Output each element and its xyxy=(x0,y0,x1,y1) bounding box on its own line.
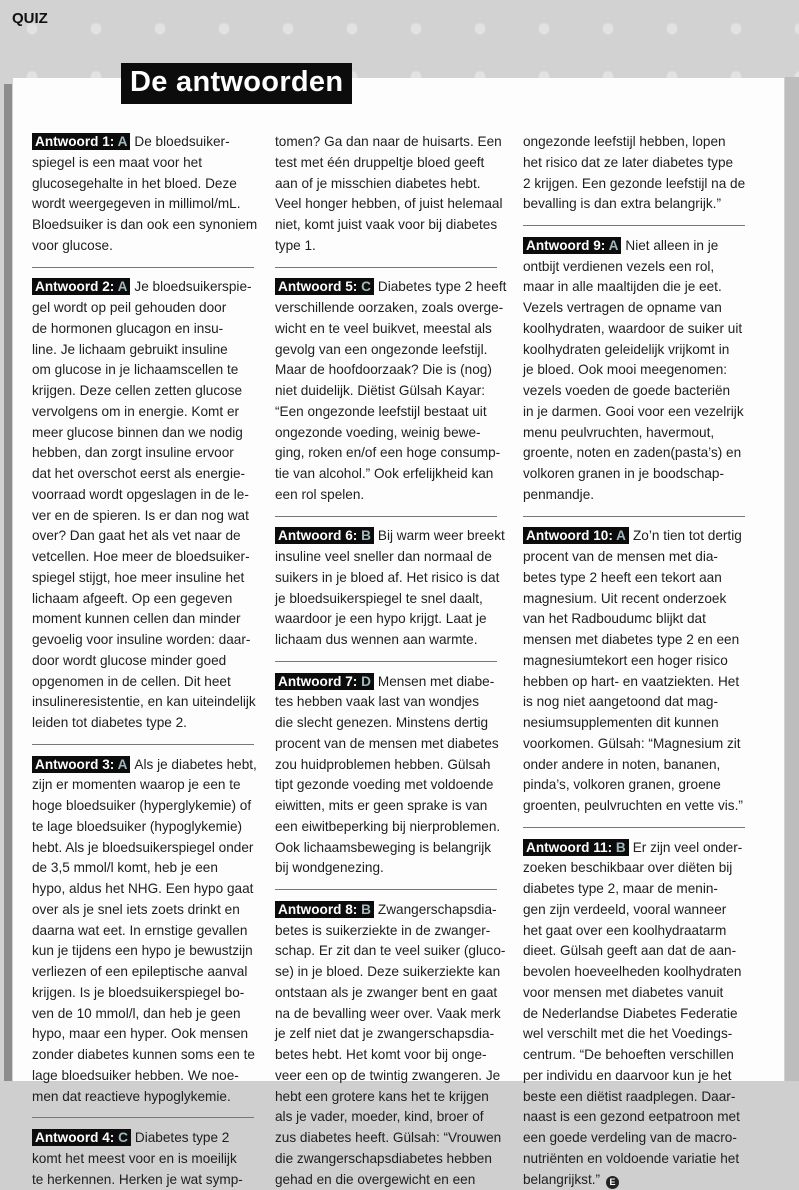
page-edge xyxy=(4,84,12,1081)
answer-text: Er zijn veel onder- zoeken beschikbaar over diëten bij diabetes type 2, maar de menin- gen zijn verdeeld, vooral wanneer het gaat over een koolhydraatarm dieet. Gülsah geeft aan dat de aan- bevolen hoeveelheden koolhydraten voor mensen met diabetes vanuit de Nederlandse Diabetes Federatie wel verschilt met die het Voedings- centrum. “De behoeften verschillen per individu en daarvoor kun je het beste een diëtist raadplegen. Daar- naast is een gezond eetpatroon met een goede verdeling van de macro- nutriënten en voldoende variatie het belangrijkst.” xyxy=(523,840,742,1187)
answer-text: Je bloedsuikerspie- gel wordt op peil gehouden door de hormonen glucagon en insu- line. Je lichaam gebruikt insuline om glucose in je lichaamscellen te krijgen. Deze cellen zetten glucose vervolgens om in energie. Komt er meer glucose binnen dan we nodig hebben, dan zorgt insuline ervoor dat het overschot eerst als energie- voorraad wordt opgeslagen in de le- ver en de spieren. Is er dan nog wat over? Dan gaat het als vet naar de vetcellen. Hoe meer de bloedsuiker- spiegel stijgt, hoe meer insuline het lichaam afgeeft. Op een gegeven moment kunnen cellen dan minder gevoelig voor insuline worden: daar- door wordt glucose minder goed opgenomen in de cellen. Dit heet insulineresistentie, en kan uiteindelijk leiden tot diabetes type 2. xyxy=(32,279,256,730)
badge-label: Antwoord 7: xyxy=(278,674,357,689)
answer-9 xyxy=(523,236,755,506)
answer-badge xyxy=(32,1129,131,1146)
badge-letter: C xyxy=(118,1130,128,1145)
column-3 xyxy=(523,132,755,1190)
page-edge-right xyxy=(785,77,799,1081)
divider xyxy=(275,879,507,900)
section-label: QUIZ xyxy=(12,10,48,27)
divider xyxy=(523,506,755,527)
divider xyxy=(32,1107,264,1128)
answer-badge xyxy=(275,527,374,544)
answer-badge xyxy=(275,278,374,295)
badge-label: Antwoord 9: xyxy=(526,238,605,253)
divider xyxy=(32,734,264,755)
answer-4 xyxy=(32,1128,264,1190)
answer-text: De bloedsuiker- spiegel is een maat voor het glucosegehalte in het bloed. Deze wordt weergegeven in millimol/mL. Bloedsuiker is dan ook een synoniem voor glucose. xyxy=(32,134,257,253)
badge-label: Antwoord 6: xyxy=(278,528,357,543)
answer-text: Bij warm weer breekt insuline veel sneller dan normaal de suikers in je bloed af. Het risico is dat je bloedsuikerspiegel te snel daalt, waardoor je een hypo krijgt. Laat je lichaam dus wennen aan warmte. xyxy=(275,528,505,647)
badge-letter: A xyxy=(118,134,128,149)
answer-badge xyxy=(523,237,621,254)
answer-badge xyxy=(32,278,130,295)
column-2 xyxy=(275,132,507,1190)
answer-text: Diabetes type 2 heeft verschillende oorzaken, zoals overge- wicht en te veel buikvet, meestal als gevolg van een ongezonde leefstijl. Maar de hoofdoorzaak? Die is (nog) niet duidelijk. Diëtist Gülsah Kayar: “Een ongezonde leefstijl bestaat uit ongezonde voeding, weinig bewe- ging, roken en/of een hoge consump- tie van alcohol.” Ook erfelijkheid kan een rol spelen. xyxy=(275,279,506,502)
badge-letter: B xyxy=(361,528,371,543)
answer-text: Als je diabetes hebt, zijn er momenten waarop je een te hoge bloedsuiker (hyperglykemie) of te lage bloedsuiker (hypoglykemie) hebt. Als je bloedsuikerspiegel onder de 3,5 mmol/l komt, heb je een hypo, aldus het NHG. Een hypo gaat over als je snel iets zoets drinkt en daarna wat eet. In ernstige gevallen kun je tijdens een hypo je bewustzijn verliezen of een epileptische aanval krijgen. Is je bloedsuikerspiegel bo- ven de 10 mmol/l, dan heb je geen hypo, maar een hyper. Ook mensen zonder diabetes kunnen soms een te lage bloedsuiker hebben. We noe- men dat reactieve hypoglykemie. xyxy=(32,757,257,1104)
answer-2 xyxy=(32,277,264,734)
divider xyxy=(275,506,507,527)
badge-letter: A xyxy=(616,528,626,543)
answer-badge xyxy=(32,756,130,773)
answer-6 xyxy=(275,526,507,651)
badge-label: Antwoord 4: xyxy=(35,1130,114,1145)
answer-badge xyxy=(32,133,130,150)
answer-4-continued: tomen? Ga dan naar de huisarts. Een test met één druppeltje bloed geeft aan of je misschien diabetes hebt. Veel honger hebben, of juist helemaal niet, komt juist vaak voor bij diabetes type 1. xyxy=(275,132,507,257)
column-1 xyxy=(32,132,264,1190)
badge-letter: D xyxy=(361,674,371,689)
answer-1 xyxy=(32,132,264,257)
badge-label: Antwoord 11: xyxy=(526,840,612,855)
badge-label: Antwoord 1: xyxy=(35,134,114,149)
answer-text: Zo’n tien tot dertig procent van de mensen met dia- betes type 2 heeft een tekort aan magnesium. Uit recent onderzoek van het Radboudumc blijkt dat mensen met diabetes type 2 en een magnesiumtekort een hoger risico hebben op hart- en vaatziekten. Het is nog niet aangetoond dat mag- nesiumsupplementen dit kunnen voorkomen. Gülsah: “Magnesium zit onder andere in noten, bananen, pinda’s, volkoren granen, groene groenten, peulvruchten en vette vis.” xyxy=(523,528,743,813)
divider xyxy=(523,817,755,838)
answer-8 xyxy=(275,900,507,1190)
badge-label: Antwoord 2: xyxy=(35,279,114,294)
answer-text: Diabetes type 2 komt het meest voor en is moeilijk te herkennen. Herken je wat symp- xyxy=(32,1130,243,1187)
answer-7 xyxy=(275,672,507,880)
answer-text: Mensen met diabe- tes hebben vaak last van wondjes die slecht genezen. Minstens dertig procent van de mensen met diabetes zou huidproblemen hebben. Gülsah tipt gezonde voeding met voldoende eiwitten, mits er geen sprake is van een eiwitbeperking bij nierproblemen. Ook lichaamsbeweging is belangrijk bij wondgenezing. xyxy=(275,674,500,876)
badge-letter: A xyxy=(118,757,128,772)
answer-10 xyxy=(523,526,755,817)
badge-label: Antwoord 3: xyxy=(35,757,114,772)
end-mark-icon: E xyxy=(606,1176,619,1189)
badge-letter: B xyxy=(616,840,626,855)
badge-label: Antwoord 10: xyxy=(526,528,613,543)
badge-letter: B xyxy=(361,902,371,917)
divider xyxy=(32,257,264,278)
answer-11 xyxy=(523,838,755,1190)
answer-text: Zwangerschapsdia- betes is suikerziekte in de zwanger- schap. Er zit dan te veel suiker (gluco- se) in je bloed. Deze suikerziekte kan ontstaan als je zwanger bent en gaat na de bevalling weer over. Vaak merk je zelf niet dat je zwangerschapsdia- betes hebt. Het komt voor bij onge- veer een op de twintig zwangeren. Je hebt een grotere kans het te krijgen als je vader, moeder, kind, broer of zus diabetes heeft. Gülsah: “Vrouwen die zwangerschapsdiabetes hebben gehad en die overgewicht en een xyxy=(275,902,505,1187)
badge-label: Antwoord 5: xyxy=(278,279,357,294)
badge-letter: A xyxy=(118,279,128,294)
divider xyxy=(523,215,755,236)
badge-label: Antwoord 8: xyxy=(278,902,357,917)
answer-3 xyxy=(32,755,264,1108)
answer-8-continued: ongezonde leefstijl hebben, lopen het risico dat ze later diabetes type 2 krijgen. Een gezonde leefstijl na de bevalling is dan extra belangrijk.” xyxy=(523,132,755,215)
divider xyxy=(275,651,507,672)
divider xyxy=(275,257,507,278)
badge-letter: C xyxy=(361,279,371,294)
answer-text: Niet alleen in je ontbijt verdienen vezels een rol, maar in alle maaltijden die je eet. Vezels vertragen de opname van koolhydraten, waardoor de suiker uit koolhydraten geleidelijk vrijkomt in je bloed. Ook mooi meegenomen: vezels voeden de goede bacteriën in je darmen. Gooi voor een vezelrijk menu peulvruchten, havermout, groente, noten en zaden(pasta’s) en volkoren granen in je boodschap- penmandje. xyxy=(523,238,744,502)
answer-badge xyxy=(523,527,629,544)
page-title: De antwoorden xyxy=(121,63,352,104)
answer-badge xyxy=(275,673,374,690)
badge-letter: A xyxy=(609,238,619,253)
answer-badge xyxy=(523,839,629,856)
answer-badge xyxy=(275,901,374,918)
answer-5 xyxy=(275,277,507,505)
